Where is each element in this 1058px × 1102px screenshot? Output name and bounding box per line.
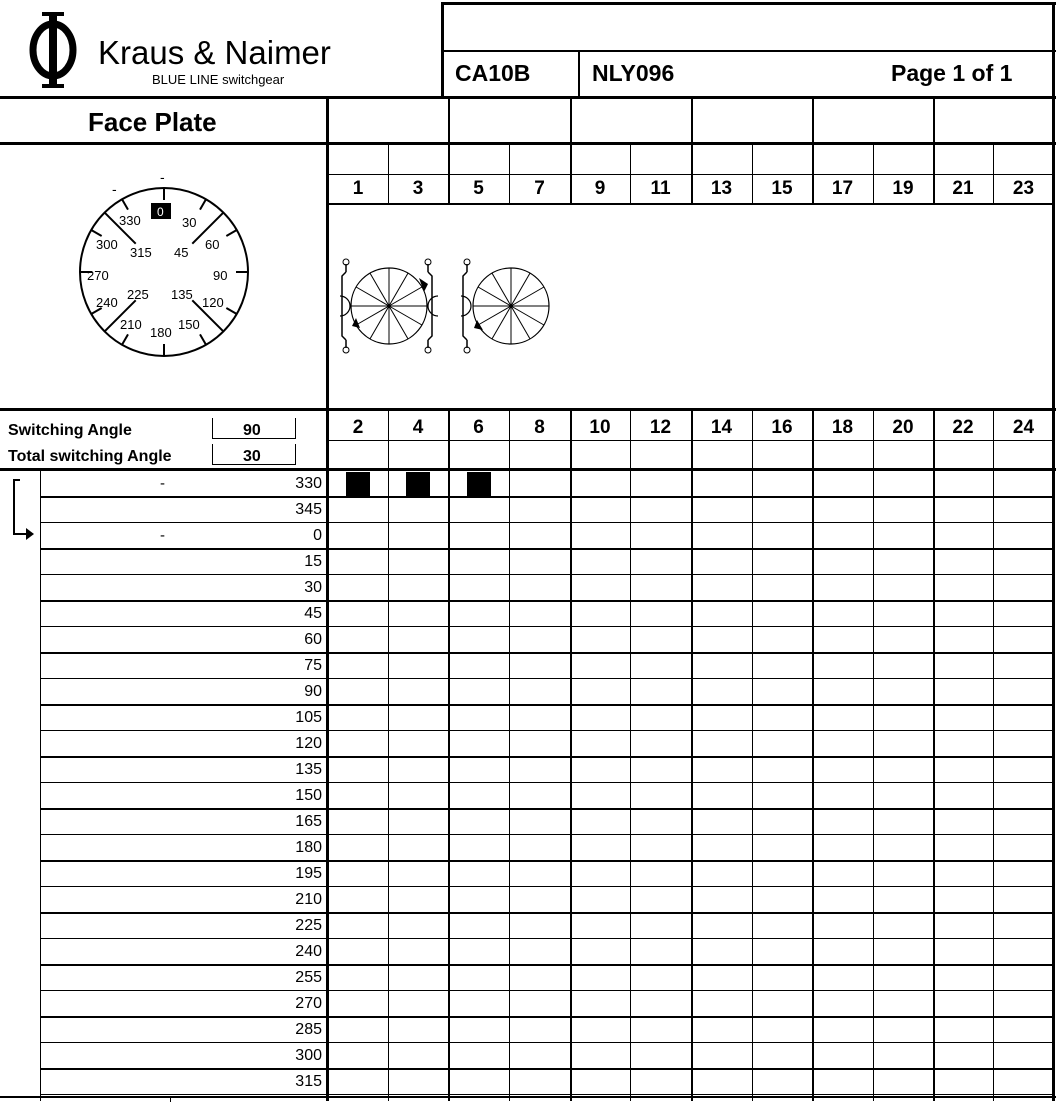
position-angle: 30	[304, 579, 322, 596]
dial-tick	[91, 230, 101, 236]
dial-label-30: 30	[182, 215, 197, 230]
terminal-bottom-12: 12	[649, 417, 672, 438]
dial-label-240: 240	[96, 295, 118, 310]
position-angle: 195	[295, 865, 322, 882]
terminal-top-13: 13	[710, 178, 733, 199]
terminal-bottom-14: 14	[710, 417, 733, 438]
terminal-top-7: 7	[534, 178, 545, 199]
total-switching-angle-value: 30	[243, 448, 261, 465]
dial-marker-top: -	[160, 169, 165, 185]
terminal-top-11: 11	[650, 178, 671, 199]
dial-tick	[200, 199, 206, 209]
position-angle: 120	[295, 735, 322, 752]
terminal-bottom-20: 20	[892, 417, 914, 438]
terminal-top-19: 19	[892, 178, 914, 199]
contact-diagram-1	[334, 258, 444, 354]
brand-tagline: BLUE LINE switchgear	[152, 72, 285, 87]
brand-name: Kraus & Naimer	[98, 34, 331, 71]
closed-contact-mark	[467, 472, 491, 496]
dial-marker-left: -	[112, 181, 117, 197]
dial-label-45: 45	[174, 245, 189, 260]
closed-contact-mark	[406, 472, 430, 496]
dial-label-135: 135	[171, 287, 193, 302]
position-angle: 15	[304, 553, 322, 570]
position-angle: 75	[304, 657, 322, 674]
terminal-top-21: 21	[952, 178, 974, 199]
terminal-bottom-22: 22	[952, 417, 974, 438]
closed-contact-mark	[346, 472, 370, 496]
program-code: NLY096	[592, 60, 675, 86]
model-code: CA10B	[455, 60, 531, 86]
position-angle: 315	[295, 1073, 322, 1090]
brand-logo	[16, 10, 96, 90]
position-angle: 90	[304, 683, 322, 700]
dial-label-180: 180	[150, 325, 172, 340]
position-angle: 210	[295, 891, 322, 908]
terminal-bottom-2: 2	[352, 417, 364, 438]
total-switching-angle-label: Total switching Angle	[8, 448, 172, 465]
position-angle: 240	[295, 943, 322, 960]
dial-label-300: 300	[96, 237, 118, 252]
position-angle: 300	[295, 1047, 322, 1064]
switching-angle-value: 90	[243, 422, 261, 439]
position-angle: 105	[295, 709, 322, 726]
position-angle: 345	[295, 501, 322, 518]
dial-label-90: 90	[213, 268, 228, 283]
terminal-top-3: 3	[412, 178, 424, 199]
position-angle: 270	[295, 995, 322, 1012]
terminal-bottom-6: 6	[473, 417, 484, 438]
page-number: Page 1 of 1	[891, 60, 1013, 86]
terminal-bottom-8: 8	[534, 417, 545, 438]
dial-tick	[122, 199, 128, 209]
terminal-bottom-10: 10	[589, 417, 611, 438]
terminal-bottom-24: 24	[1012, 417, 1035, 438]
position-angle: 255	[295, 969, 322, 986]
dial-tick	[122, 334, 128, 344]
position-angle: 60	[304, 631, 322, 648]
dial-zero-label: 0	[157, 205, 164, 219]
dial-label-210: 210	[120, 317, 142, 332]
position-label: -	[160, 527, 165, 544]
terminal-top-5: 5	[473, 178, 484, 199]
switching-angle-box	[212, 418, 296, 439]
dial-label-150: 150	[178, 317, 200, 332]
position-angle: 285	[295, 1021, 322, 1038]
terminal-top-15: 15	[771, 178, 793, 199]
contact-diagram-2	[455, 258, 565, 354]
terminal-bottom-16: 16	[771, 417, 793, 438]
dial-label-315: 315	[130, 245, 152, 260]
position-angle: 330	[295, 475, 322, 492]
position-angle: 0	[313, 527, 322, 544]
terminal-bottom-18: 18	[831, 417, 854, 438]
terminal-top-23: 23	[1012, 178, 1035, 199]
faceplate-dial	[60, 160, 270, 370]
position-angle: 135	[295, 761, 322, 778]
dial-tick	[226, 308, 236, 314]
dial-label-60: 60	[205, 237, 220, 252]
position-label: -	[160, 475, 165, 492]
position-angle: 225	[295, 917, 322, 934]
terminal-top-1: 1	[352, 178, 364, 199]
terminal-top-9: 9	[594, 178, 606, 199]
position-angle: 45	[304, 605, 322, 622]
dial-tick	[226, 230, 236, 236]
total-angle-box	[212, 444, 296, 465]
faceplate-title: Face Plate	[88, 107, 217, 137]
dial-tick	[200, 334, 206, 344]
dial-label-270: 270	[87, 268, 109, 283]
terminal-top-17: 17	[831, 178, 854, 199]
position-angle: 180	[295, 839, 322, 856]
dial-label-120: 120	[202, 295, 224, 310]
dial-label-330: 330	[119, 213, 141, 228]
dial-label-225: 225	[127, 287, 149, 302]
terminal-bottom-4: 4	[412, 417, 424, 438]
position-angle: 165	[295, 813, 322, 830]
switching-angle-label: Switching Angle	[8, 422, 132, 439]
rotation-bracket-icon	[6, 476, 36, 546]
position-angle: 150	[295, 787, 322, 804]
